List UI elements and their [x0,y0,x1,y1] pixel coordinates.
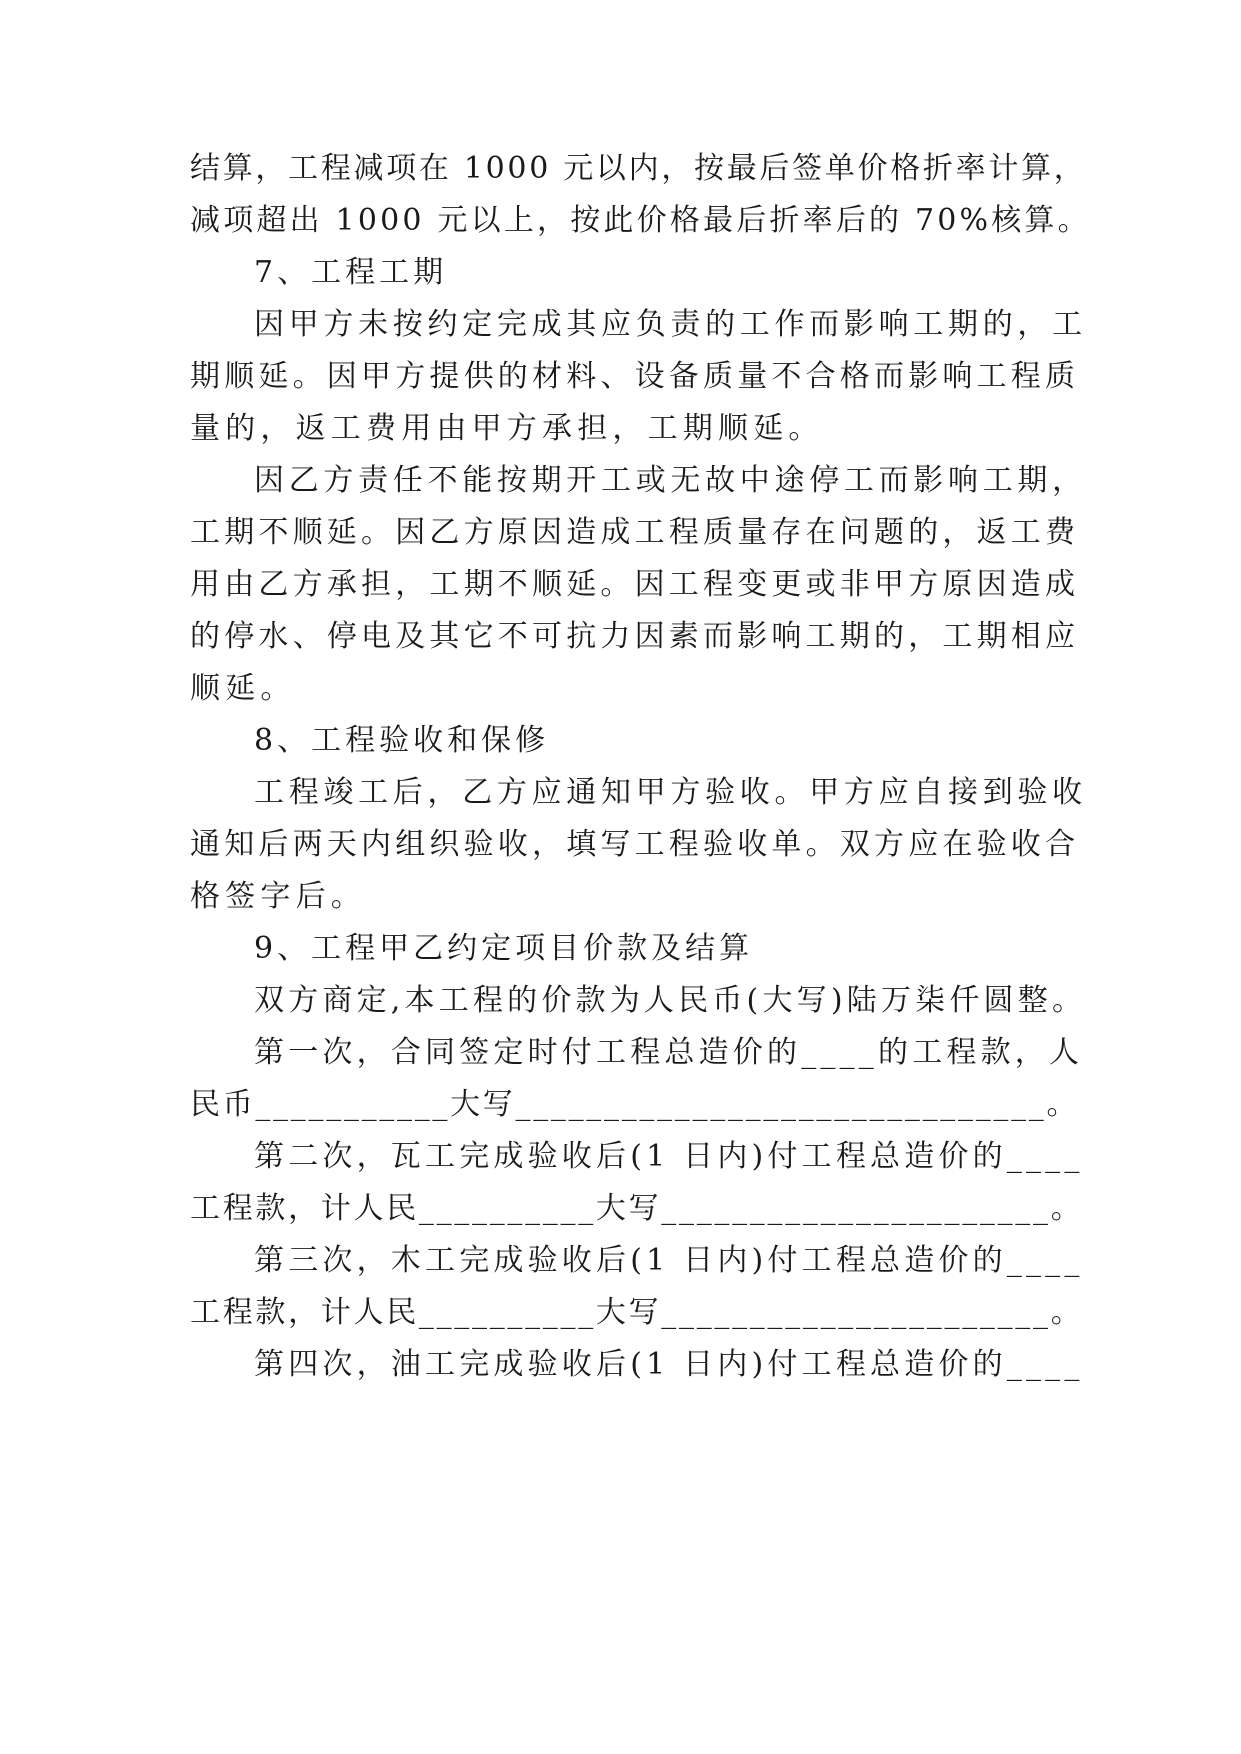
body-text-line: 量的，返工费用由甲方承担，工期顺延。 [190,411,824,446]
body-text-line: 期顺延。因甲方提供的材料、设备质量不合格而影响工程质 [190,359,1080,394]
payment-line: 工程款，计人民__________大写______________________。 [190,1191,1084,1226]
payment-line: 工程款，计人民__________大写______________________。 [190,1295,1084,1330]
payment-line: 民币___________大写______________________________。 [190,1087,1080,1122]
section-heading-9: 9、工程甲乙约定项目价款及结算 [254,931,754,966]
body-text-line: 工期不顺延。因乙方原因造成工程质量存在问题的，返工费 [190,515,1080,550]
payment-line: 第四次，油工完成验收后(1 日内)付工程总造价的____ [254,1347,1084,1382]
section-heading-8: 8、工程验收和保修 [254,723,550,758]
body-text-line: 结算，工程减项在 1000 元以内，按最后签单价格折率计算， [190,151,1087,186]
body-text-line: 格签字后。 [190,879,366,914]
body-text-line: 因乙方责任不能按期开工或无故中途停工而影响工期， [254,463,1087,498]
body-text-line: 顺延。 [190,671,296,706]
body-text-line: 的停水、停电及其它不可抗力因素而影响工期的，工期相应 [190,619,1080,654]
body-text-line: 双方商定,本工程的价款为人民币(大写)陆万柒仟圆整。 [254,983,1087,1018]
body-text-line: 工程竣工后，乙方应通知甲方验收。甲方应自接到验收 [254,775,1087,810]
body-text-line: 通知后两天内组织验收，填写工程验收单。双方应在验收合 [190,827,1080,862]
body-text-line: 用由乙方承担，工期不顺延。因工程变更或非甲方原因造成 [190,567,1080,602]
payment-line: 第二次，瓦工完成验收后(1 日内)付工程总造价的____ [254,1139,1084,1174]
body-text-line: 减项超出 1000 元以上，按此价格最后折率后的 70%核算。 [190,203,1091,238]
payment-line: 第三次，木工完成验收后(1 日内)付工程总造价的____ [254,1243,1084,1278]
body-text-line: 因甲方未按约定完成其应负责的工作而影响工期的，工 [254,307,1087,342]
section-heading-7: 7、工程工期 [254,255,448,290]
payment-line: 第一次，合同签定时付工程总造价的____的工程款，人 [254,1035,1084,1070]
